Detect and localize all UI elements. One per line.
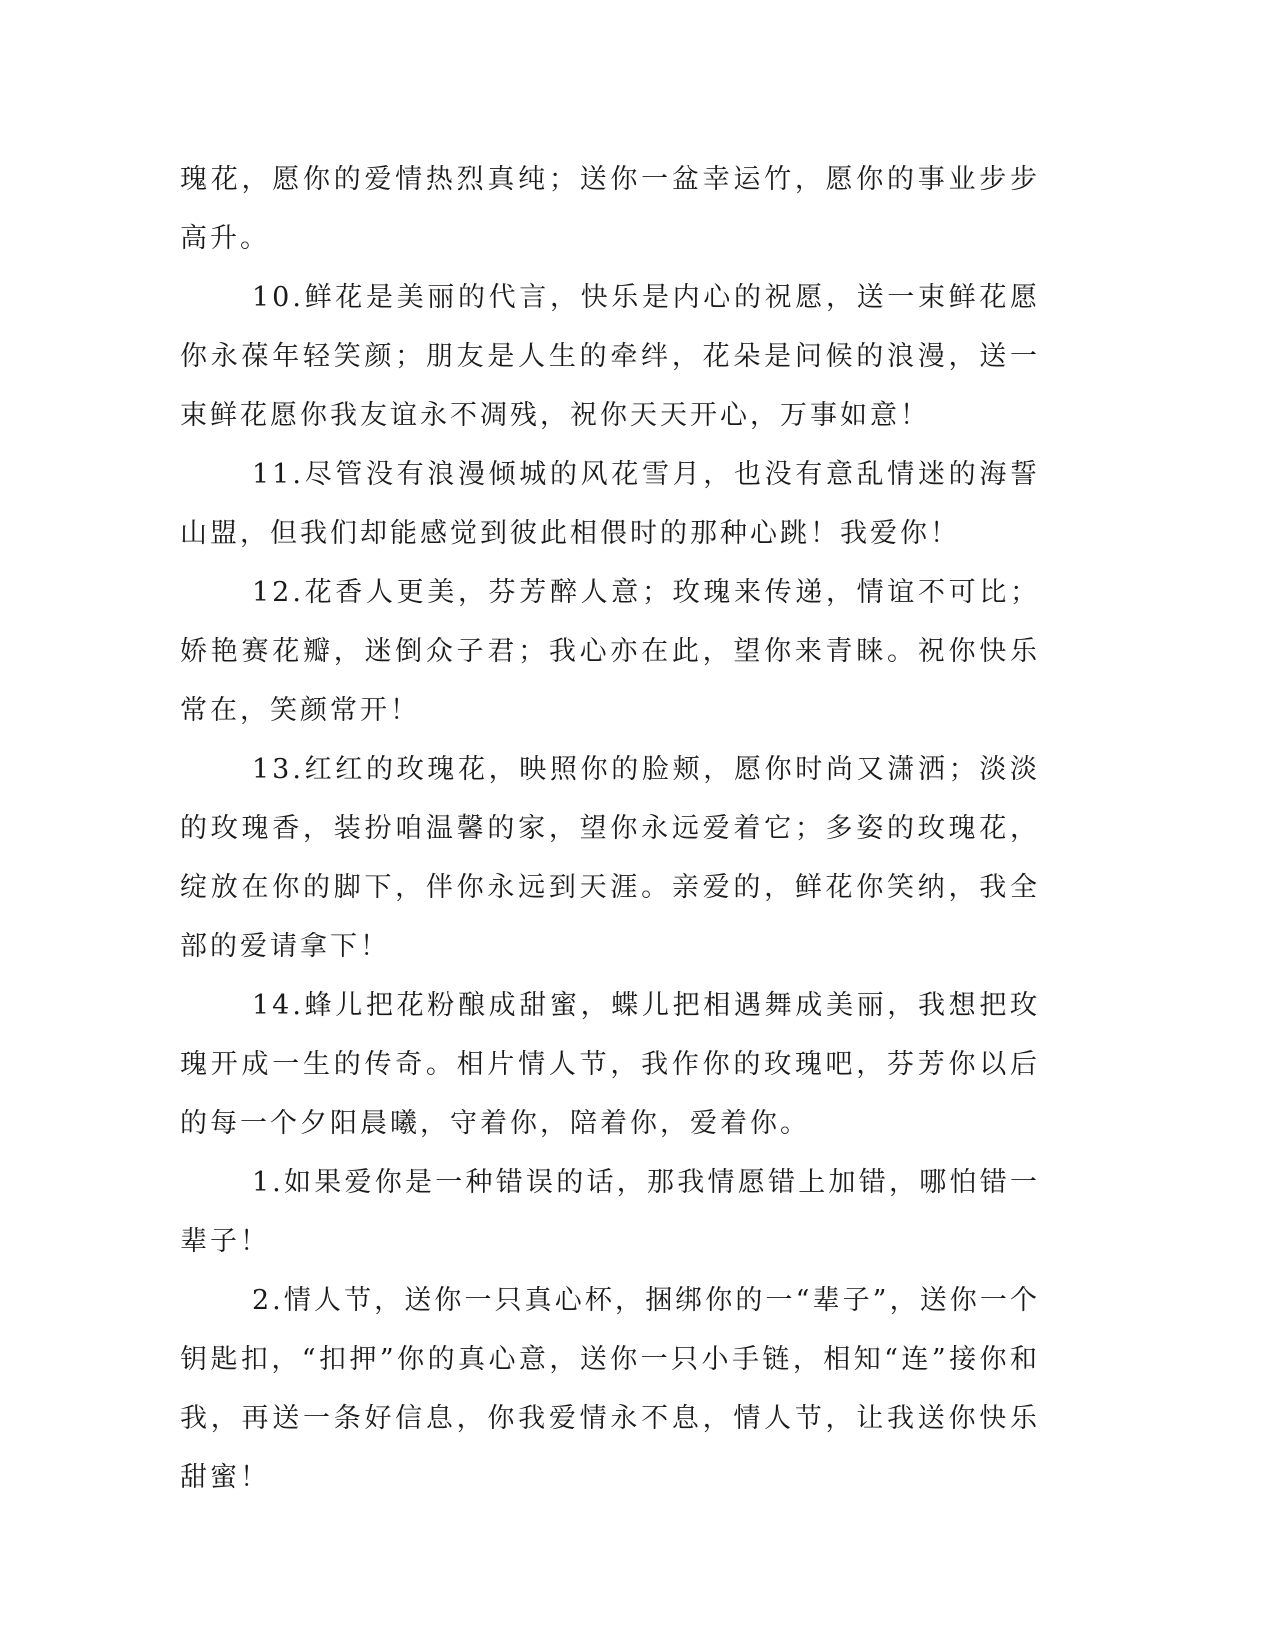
paragraph-1: 瑰花，愿你的爱情热烈真纯；送你一盆幸运竹，愿你的事业步步高升。 <box>180 164 1040 254</box>
document-body <box>180 150 1040 1507</box>
paragraph-2: 10.鲜花是美丽的代言，快乐是内心的祝愿，送一束鲜花愿你永葆年轻笑颜；朋友是人生的牵绊，花朵是问候的浪漫，送一束鲜花愿你我友谊永不凋残，祝你天天开心，万事如意！ <box>180 282 1040 431</box>
paragraph-4: 12.花香人更美，芬芳醉人意；玫瑰来传递，情谊不可比；娇艳赛花瓣，迷倒众子君；我心亦在此，望你来青睐。祝你快乐常在，笑颜常开！ <box>180 577 1040 726</box>
paragraph-6: 14.蜂儿把花粉酿成甜蜜，蝶儿把相遇舞成美丽，我想把玫瑰开成一生的传奇。相片情人节，我作你的玫瑰吧，芬芳你以后的每一个夕阳晨曦，守着你，陪着你，爱着你。 <box>180 990 1040 1139</box>
paragraph-7: 1.如果爱你是一种错误的话，那我情愿错上加错，哪怕错一辈子！ <box>180 1167 1040 1257</box>
paragraph-8: 2.情人节，送你一只真心杯，捆绑你的一“辈子”，送你一个钥匙扣，“扣押”你的真心意，送你一只小手链，相知“连”接你和我，再送一条好信息，你我爱情永不息，情人节，让我送你快乐甜蜜！ <box>180 1285 1040 1493</box>
paragraph-5: 13.红红的玫瑰花，映照你的脸颊，愿你时尚又潇洒；淡淡的玫瑰香，装扮咱温馨的家，望你永远爱着它；多姿的玫瑰花，绽放在你的脚下，伴你永远到天涯。亲爱的，鲜花你笑纳，我全部的爱请拿下！ <box>180 754 1040 962</box>
paragraph-3: 11.尽管没有浪漫倾城的风花雪月，也没有意乱情迷的海誓山盟，但我们却能感觉到彼此相偎时的那种心跳！我爱你！ <box>180 459 1040 549</box>
